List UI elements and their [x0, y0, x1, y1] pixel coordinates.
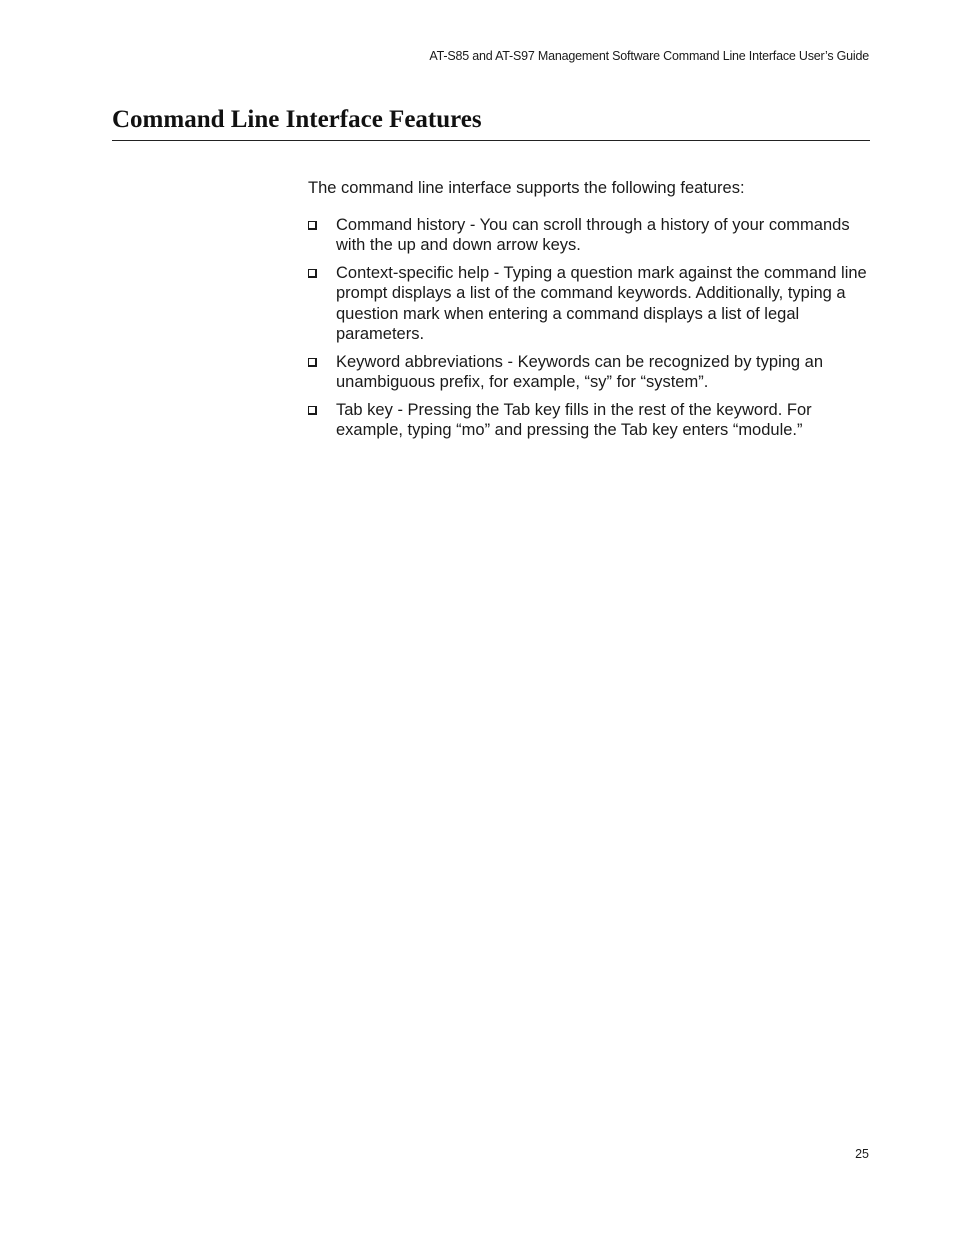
running-header: AT-S85 and AT-S97 Management Software Command Line Interface User’s Guide: [429, 49, 869, 63]
hollow-square-bullet-icon: [308, 221, 317, 230]
feature-item-command-history: [308, 215, 870, 256]
hollow-square-bullet-icon: [308, 406, 317, 415]
feature-text: Command history - You can scroll through a history of your commands with the up and down arrow keys.: [336, 215, 850, 254]
feature-text: Keyword abbreviations - Keywords can be recognized by typing an unambiguous prefix, for example, “sy” for “system”.: [336, 352, 824, 391]
hollow-square-bullet-icon: [308, 269, 317, 278]
title-divider: [112, 140, 870, 141]
feature-text: Tab key - Pressing the Tab key fills in the rest of the keyword. For example, typing “mo” and pressing the Tab key enters “module.”: [336, 400, 812, 439]
feature-text: Context-specific help - Typing a question mark against the command line prompt displays a list of the command keywords. Additionally, typing a question mark when entering a command displays a list of legal parameters.: [336, 263, 867, 343]
feature-item-tab-key: [308, 400, 870, 441]
page-number: 25: [855, 1147, 869, 1161]
feature-list: [308, 215, 870, 441]
section-title: Command Line Interface Features: [112, 106, 482, 133]
hollow-square-bullet-icon: [308, 358, 317, 367]
feature-item-context-help: [308, 263, 870, 345]
feature-item-keyword-abbreviations: [308, 352, 870, 393]
body-column: [308, 178, 870, 448]
intro-paragraph: The command line interface supports the following features:: [308, 179, 745, 197]
